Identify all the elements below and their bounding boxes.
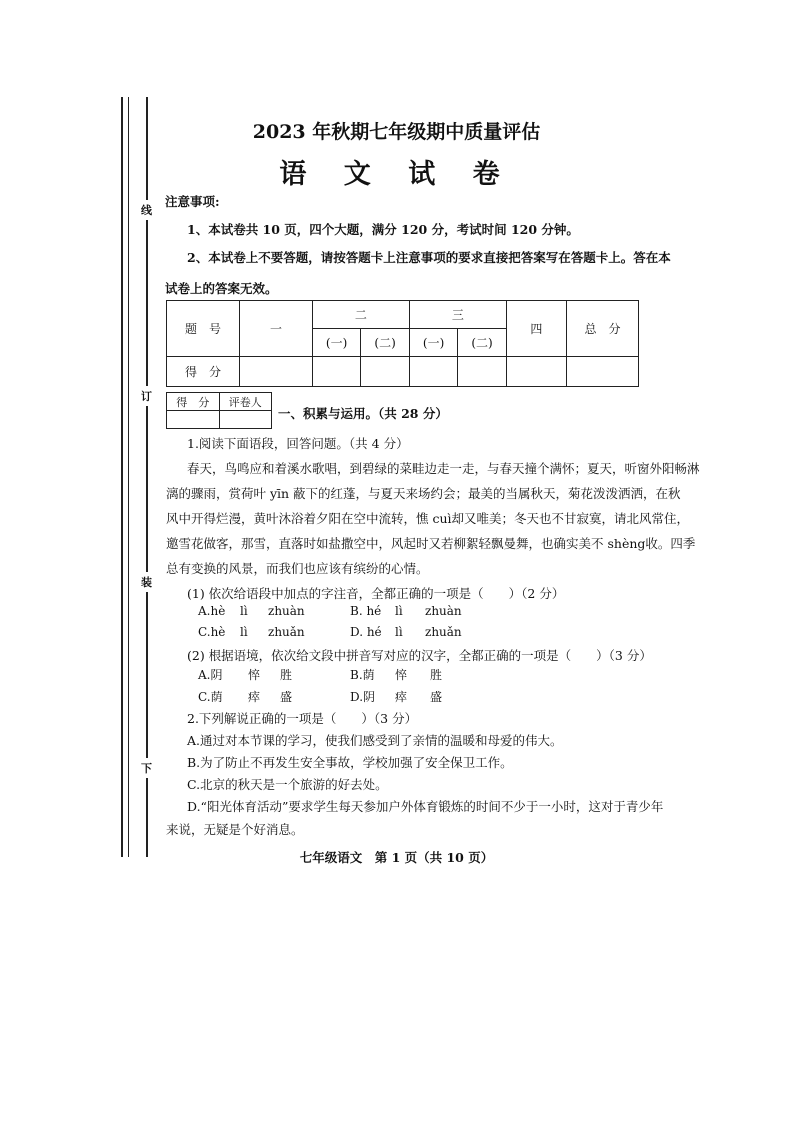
score-cell-2-1[interactable]	[312, 357, 360, 387]
score-table-col-3: 三	[409, 301, 506, 329]
q1-sub1-option-b-2: lì	[395, 604, 403, 618]
notice-item-2-line-1: 2、本试卷上不要答题，请按答题卡上注意事项的要求直接把答案写在答题卡上。答在本	[187, 250, 671, 265]
score-table-col-4: 四	[506, 301, 566, 357]
section-1-heading: 一、积累与运用。（共 28 分）	[278, 406, 448, 421]
q2-option-c: C.北京的秋天是一个旅游的好去处。	[187, 777, 388, 792]
q1-sub1-option-c-2: lì	[240, 625, 248, 639]
q2-option-d-line-2: 来说，无疑是个好消息。	[166, 822, 304, 837]
q2-option-d-line-1: D.“阳光体育活动”要求学生每天参加户外体育锻炼的时间不少于一小时，这对于青少年	[187, 799, 664, 814]
q1-sub2-option-d-2: 瘁	[395, 690, 408, 704]
grader-name-cell[interactable]	[219, 411, 272, 429]
score-cell-3-1[interactable]	[409, 357, 457, 387]
grader-score-label: 得 分	[167, 393, 220, 411]
score-table-col-3-sub-1: (一)	[409, 329, 457, 357]
grader-box	[166, 392, 272, 429]
margin-char-xia: 下	[141, 758, 152, 778]
q1-passage-line-2: 漓的骤雨，赏荷叶 yīn 蔽下的红蓬，与夏天来场约会；最美的当属秋天，菊花泼泼洒洒，在秋	[166, 486, 681, 501]
score-cell-4[interactable]	[506, 357, 566, 387]
q1-sub1-stem: (1) 依次给语段中加点的字注音，全都正确的一项是（ ）（2 分）	[187, 586, 565, 601]
score-table-col-3-sub-2: (二)	[458, 329, 506, 357]
q1-sub2-option-b-3: 胜	[430, 668, 443, 682]
q1-sub2-option-b-1: B.荫	[350, 668, 375, 682]
page-footer: 七年级语文 第 1 页（共 10 页）	[299, 850, 494, 865]
score-cell-1[interactable]	[240, 357, 313, 387]
q1-sub1-option-a-2: lì	[240, 604, 248, 618]
q1-sub1-option-b-3: zhuàn	[425, 604, 462, 618]
q1-sub1-option-c-1: C.hè	[198, 625, 226, 639]
notice-item-2-line-2: 试卷上的答案无效。	[165, 281, 278, 296]
q2-stem: 2.下列解说正确的一项是（ ）（3 分）	[187, 711, 418, 726]
score-table-col-1: 一	[240, 301, 313, 357]
notice-heading: 注意事项:	[165, 194, 220, 209]
q1-sub2-option-a-1: A.阴	[198, 668, 223, 682]
binding-line-1	[121, 97, 123, 857]
q1-sub1-option-a-1: A.hè	[198, 604, 226, 618]
score-table	[166, 300, 639, 387]
q1-passage-line-4: 邀雪花做客，那雪，直落时如盐撒空中，风起时又若柳絮轻飘曼舞，也确实美不 shèng收。四季	[166, 536, 696, 551]
q1-sub1-option-a-3: zhuàn	[268, 604, 305, 618]
q1-passage-line-3: 风中开得烂漫，黄叶沐浴着夕阳在空中流转，憔 cuì却又唯美；冬天也不甘寂寞，请北风常住，	[166, 511, 690, 526]
q1-sub1-option-b-1: B. hé	[350, 604, 382, 618]
score-table-row-label: 得 分	[167, 357, 240, 387]
margin-char-zhuang: 装	[141, 572, 152, 592]
score-cell-3-2[interactable]	[458, 357, 506, 387]
q1-sub2-option-a-3: 胜	[280, 668, 293, 682]
grader-name-label: 评卷人	[219, 393, 272, 411]
grader-score-cell[interactable]	[167, 411, 220, 429]
margin-char-ding: 订	[141, 386, 152, 406]
q1-sub2-option-d-3: 盛	[430, 690, 443, 704]
q1-sub2-stem: (2) 根据语境，依次给文段中拼音写对应的汉字，全都正确的一项是（ ）（3 分）	[187, 648, 652, 663]
q2-option-b: B.为了防止不再发生安全事故，学校加强了安全保卫工作。	[187, 755, 513, 770]
exam-subtitle: 语 文 试 卷	[279, 159, 514, 190]
q1-sub2-option-c-2: 瘁	[248, 690, 261, 704]
exam-title: 2023 年秋期七年级期中质量评估	[252, 121, 541, 143]
score-table-header-label: 题 号	[167, 301, 240, 357]
q1-passage-line-1: 春天，鸟鸣应和着溪水歌唱，到碧绿的菜畦边走一走，与春天撞个满怀；夏天，听窗外阳畅淋	[187, 461, 700, 476]
notice-item-1: 1、本试卷共 10 页，四个大题，满分 120 分，考试时间 120 分钟。	[187, 222, 579, 237]
q1-sub2-option-c-1: C.荫	[198, 690, 223, 704]
q1-sub2-option-d-1: D.阴	[350, 690, 376, 704]
binding-line-2	[128, 97, 129, 857]
q1-stem: 1.阅读下面语段，回答问题。（共 4 分）	[187, 436, 409, 451]
q1-sub2-option-c-3: 盛	[280, 690, 293, 704]
q1-sub1-option-c-3: zhuǎn	[268, 625, 305, 639]
q1-sub1-option-d-2: lì	[395, 625, 403, 639]
margin-char-xian: 线	[141, 200, 152, 220]
q2-option-a: A.通过对本节课的学习，使我们感受到了亲情的温暖和母爱的伟大。	[187, 733, 563, 748]
score-cell-total[interactable]	[566, 357, 638, 387]
score-table-col-2-sub-1: (一)	[312, 329, 360, 357]
score-table-col-total: 总 分	[566, 301, 638, 357]
q1-passage-line-5: 总有变换的风景，而我们也应该有缤纷的心情。	[166, 561, 429, 576]
q1-sub1-option-d-1: D. hé	[350, 625, 382, 639]
score-table-col-2: 二	[312, 301, 409, 329]
score-table-col-2-sub-2: (二)	[361, 329, 409, 357]
q1-sub1-option-d-3: zhuǎn	[425, 625, 462, 639]
score-cell-2-2[interactable]	[361, 357, 409, 387]
q1-sub2-option-a-2: 悴	[248, 668, 261, 682]
q1-sub2-option-b-2: 悴	[395, 668, 408, 682]
